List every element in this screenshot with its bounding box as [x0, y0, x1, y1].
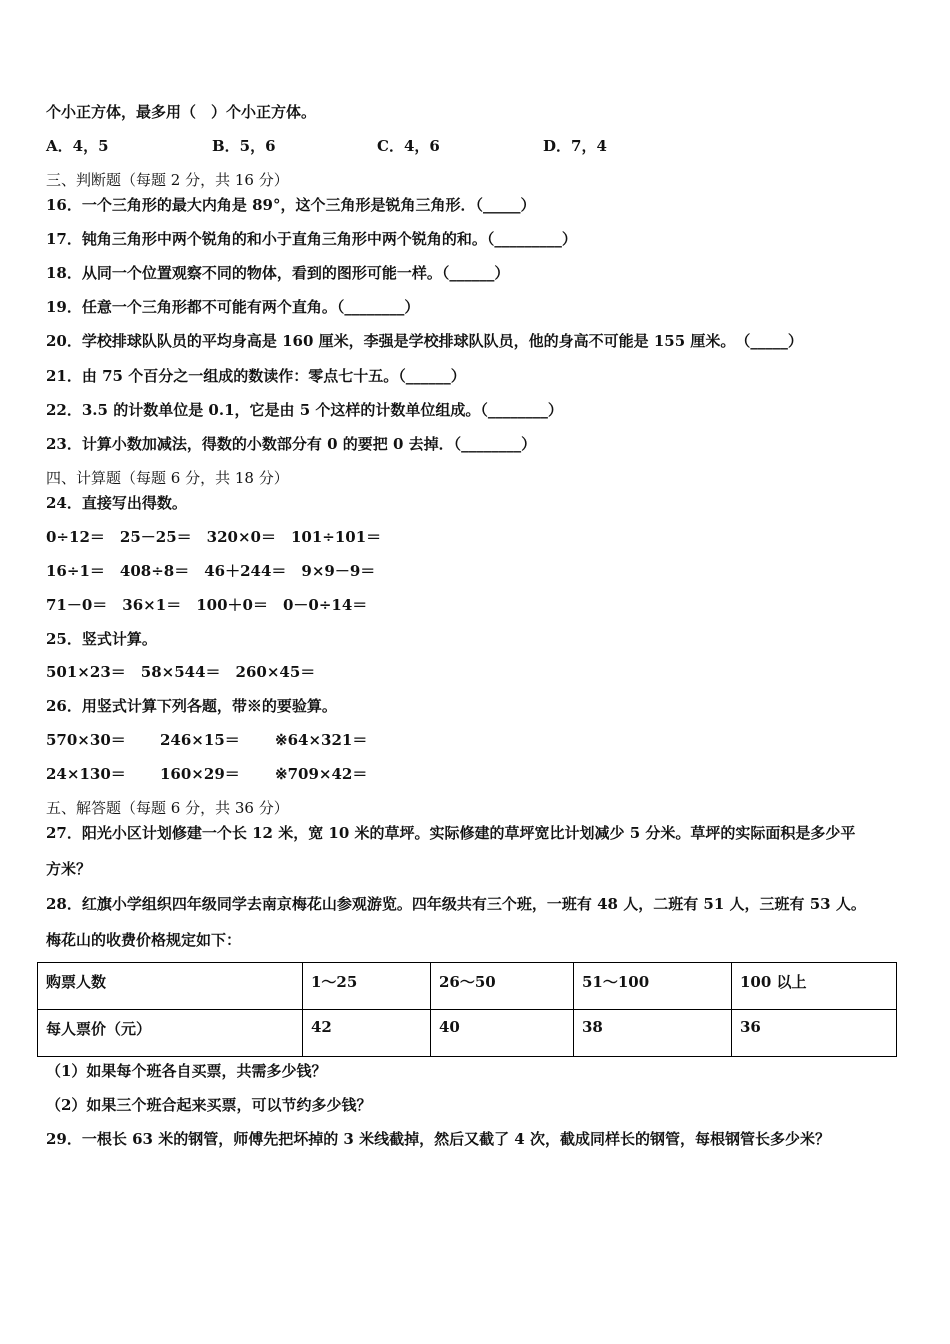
- table-cell: 1～25: [303, 963, 431, 1010]
- table-cell: 36: [732, 1010, 897, 1057]
- table-cell: 40: [431, 1010, 574, 1057]
- table-row: [38, 1010, 897, 1057]
- ticket-price-table: [37, 962, 897, 1057]
- option-a: A．4，5: [46, 137, 109, 155]
- question-20: 20．学校排球队队员的平均身高是 160 厘米，李强是学校排球队队员，他的身高不可能是 155 厘米。 （_____）: [46, 332, 803, 350]
- q25-row-1: 501×23＝ 58×544＝ 260×45＝: [46, 663, 316, 681]
- question-28: 28．红旗小学组织四年级同学去南京梅花山参观游览。四年级共有三个班，一班有 48 人，二班有 51 人，三班有 53 人。: [46, 895, 866, 913]
- question-18: 18．从同一个位置观察不同的物体，看到的图形可能一样。（______）: [46, 264, 510, 282]
- question-29: 29．一根长 63 米的钢管，师傅先把坏掉的 3 米线截掉，然后又截了 4 次，截成同样长的钢管，每根钢管长多少米？: [46, 1130, 830, 1148]
- question-19: 19．任意一个三角形都不可能有两个直角。（________）: [46, 298, 420, 316]
- option-b: B．5，6: [212, 137, 276, 155]
- question-23: 23．计算小数加减法，得数的小数部分有 0 的要把 0 去掉．（________）: [46, 435, 537, 453]
- table-cell: 38: [574, 1010, 732, 1057]
- question-22: 22．3.5 的计数单位是 0.1，它是由 5 个这样的计数单位组成。（________）: [46, 401, 563, 419]
- q26-item-1: 570×30＝: [46, 731, 126, 749]
- question-26: 26．用竖式计算下列各题，带※的要验算。: [46, 697, 337, 715]
- question-27: 27．阳光小区计划修建一个长 12 米，宽 10 米的草坪。实际修建的草坪宽比计划减少 5 分米。草坪的实际面积是多少平: [46, 824, 856, 842]
- table-cell: 每人票价（元）: [38, 1010, 303, 1057]
- option-d: D．7，4: [543, 137, 607, 155]
- question-17: 17．钝角三角形中两个锐角的和小于直角三角形中两个锐角的和。（_________）: [46, 230, 577, 248]
- option-c: C．4，6: [377, 137, 440, 155]
- question-16: 16．一个三角形的最大内角是 89°，这个三角形是锐角三角形．（_____）: [46, 196, 536, 214]
- q26-item-4: 24×130＝: [46, 765, 126, 783]
- q24-row-2: 16÷1＝ 408÷8＝ 46＋244＝ 9×9－9＝: [46, 562, 376, 580]
- question-21: 21．由 75 个百分之一组成的数读作：零点七十五。（______）: [46, 367, 466, 385]
- table-cell: 51～100: [574, 963, 732, 1010]
- question-28-part-2: （2）如果三个班合起来买票，可以节约多少钱？: [46, 1096, 372, 1114]
- section-4-heading: 四、计算题（每题 6 分，共 18 分）: [46, 469, 289, 487]
- q26-item-2: 246×15＝: [160, 731, 240, 749]
- q26-item-5: 160×29＝: [160, 765, 240, 783]
- section-3-heading: 三、判断题（每题 2 分，共 16 分）: [46, 171, 289, 189]
- table-cell: 26～50: [431, 963, 574, 1010]
- q15-continuation: 个小正方体，最多用（ ）个小正方体。: [46, 103, 317, 121]
- table-row: [38, 963, 897, 1010]
- q26-item-3: ※64×321＝: [275, 731, 368, 749]
- section-5-heading: 五、解答题（每题 6 分，共 36 分）: [46, 799, 289, 817]
- question-27-cont: 方米？: [46, 860, 92, 878]
- q24-row-1: 0÷12＝ 25－25＝ 320×0＝ 101÷101＝: [46, 528, 382, 546]
- table-cell: 42: [303, 1010, 431, 1057]
- table-cell: 100 以上: [732, 963, 897, 1010]
- question-28-part-1: （1）如果每个班各自买票，共需多少钱？: [46, 1062, 327, 1080]
- question-28-cont: 梅花山的收费价格规定如下：: [46, 931, 242, 949]
- table-cell: 购票人数: [38, 963, 303, 1010]
- question-24: 24．直接写出得数。: [46, 494, 187, 512]
- q26-item-6: ※709×42＝: [275, 765, 368, 783]
- q24-row-3: 71－0＝ 36×1＝ 100＋0＝ 0－0÷14＝: [46, 596, 368, 614]
- question-25: 25．竖式计算。: [46, 630, 157, 648]
